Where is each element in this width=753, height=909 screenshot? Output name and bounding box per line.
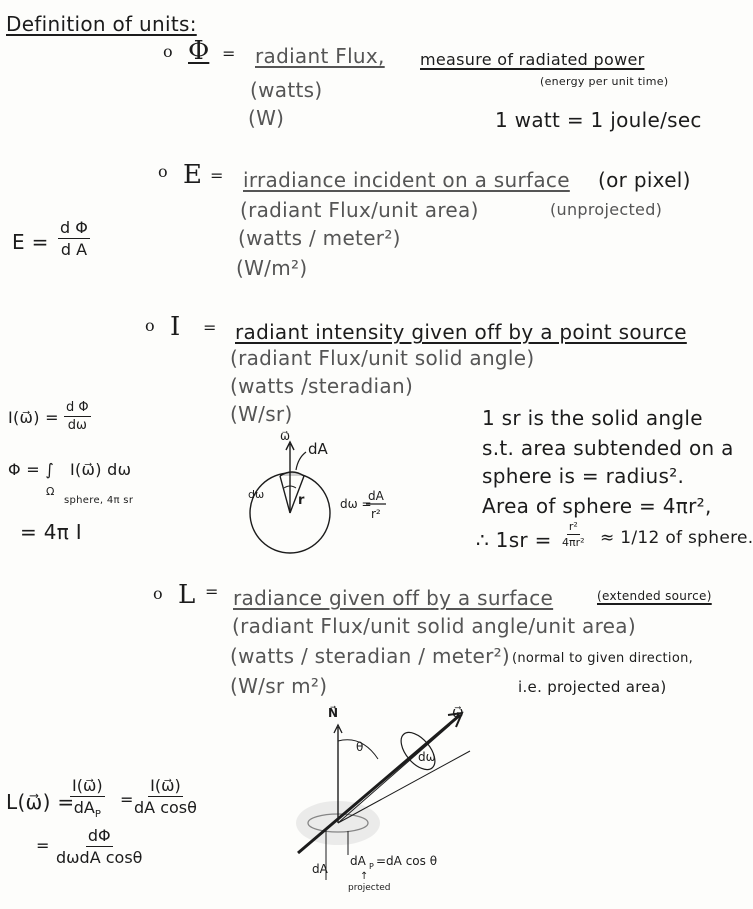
normal-label: N⃗ [328,706,339,720]
intensity-formula2-subscript-detail: sphere, 4π sr [64,495,134,506]
dAp-label: dA [350,854,366,868]
watt-definition: 1 watt = 1 joule/sec [495,108,702,132]
radiance-note-line1: (normal to given direction, [512,651,694,666]
dw-equation-lhs: dω = [340,497,372,511]
intensity-formula1-fraction [64,400,91,433]
radiance-formula1-numerator1: I(ω⃗) [72,776,103,795]
radiance-formula1-denominator1-sub: P [94,809,101,821]
flux-name: radiant Flux, [255,44,385,68]
irradiance-equals: = [210,166,224,185]
projected-arrow: ↑ [360,871,369,882]
flux-unit-symbol: (W) [248,106,285,130]
dA-label: dA [312,862,328,876]
dw-label: dω [248,488,265,501]
intensity-formula2-lhs: Φ = ∫ [8,460,55,479]
radiance-equals: = [205,582,219,601]
irradiance-line2: (watts / meter²) [238,226,401,250]
omega-direction-line [298,715,460,853]
bullet-flux: o [163,42,173,61]
irradiance-paren: (or pixel) [598,168,691,192]
sr-text-line5-denominator: 4πr² [562,536,585,549]
intensity-formula2-body: I(ω⃗) dω [70,460,132,479]
irradiance-line3: (W/m²) [236,256,308,280]
r-label: r [298,493,305,508]
radiance-formula1-fraction1 [70,776,105,820]
intensity-formula2-subscript: Ω [46,485,55,498]
dw-equation-denominator: r² [371,507,381,521]
radiance-formula2-denominator: dωdA cosθ [56,848,143,867]
dA-pointer [296,452,306,470]
irradiance-line1-note: (unprojected) [550,200,663,219]
flux-unit-words: (watts) [250,78,323,102]
radiance-diagram [280,705,510,895]
irradiance-formula-denominator: d A [60,240,88,259]
sr-text-line4: Area of sphere = 4πr², [482,494,712,518]
intensity-formula1-lhs: I(ω⃗) = [8,408,59,427]
radiance-paren: (extended source) [597,589,712,603]
intensity-line1: (radiant Flux/unit solid angle) [230,346,535,370]
radiance-formula1-lhs: L(ω⃗) = [6,790,75,814]
intensity-formula3: = 4π I [20,520,82,544]
irradiance-formula-fraction [58,218,90,259]
cone-edge-upper [338,725,450,823]
dw-label: dω [418,750,436,764]
dA-label: dA [308,440,328,458]
radiance-formula1-denominator1-wrap [74,797,101,820]
sr-text-line1: 1 sr is the solid angle [482,406,703,430]
irradiance-symbol: E [183,160,202,190]
radiance-formula1-fraction2 [134,776,197,817]
radiance-formula1-numerator2: I(ω⃗) [150,776,181,795]
radiance-line1: (radiant Flux/unit solid angle/unit area) [232,614,636,638]
radiance-name: radiance given off by a surface [233,586,554,610]
intensity-symbol: I [170,312,181,342]
flux-equals: = [222,44,236,63]
radiance-formula2-fraction [56,826,142,867]
radiance-formula1-equals: = [120,790,134,809]
projected-label: projected [348,883,391,893]
radiance-line3: (W/sr m²) [230,674,328,698]
irradiance-formula-lhs: E = [12,230,49,254]
bullet-radiance: o [153,584,163,603]
solid-angle-diagram [240,430,440,560]
intensity-line2: (watts /steradian) [230,374,414,398]
radiance-note-line2: i.e. projected area) [518,678,667,696]
omega-label: ω⃗ [452,705,464,721]
dAp-subscript: P [369,862,374,871]
irradiance-line1: (radiant Flux/unit area) [240,198,479,222]
intensity-formula1-numerator: d Φ [66,400,89,415]
bullet-irradiance: o [158,162,168,181]
sr-text-line5-prefix: ∴ 1sr = [476,528,552,552]
page-heading: Definition of units: [6,12,197,36]
sr-text-line2: s.t. area subtended on a [482,436,734,460]
intensity-formula1-denominator: dω [67,418,87,433]
radiance-formula2-equals: = [36,836,50,855]
theta-label: θ [356,740,364,754]
radiance-formula1-denominator1: dA [73,798,95,817]
irradiance-formula-numerator: d Φ [60,218,88,237]
dw-equation-numerator: dA [368,489,384,503]
intensity-line3: (W/sr) [230,402,293,426]
flux-symbol: Φ [188,36,210,66]
radiance-symbol: L [178,580,196,610]
dAp-equation: =dA cos θ [376,854,438,868]
bullet-intensity: o [145,316,155,335]
sr-text-line3: sphere is = radius². [482,464,685,488]
radiance-line2: (watts / steradian / meter²) [230,644,511,668]
flux-description: measure of radiated power [420,50,645,69]
intensity-equals: = [203,318,217,337]
radiance-formula1-denominator2: dA cosθ [134,798,197,817]
sr-text-line5-numerator: r² [568,520,578,533]
dA-patch [280,472,304,476]
sr-text-line5-suffix: ≈ 1/12 of sphere. [600,528,753,548]
omega-label: ω⃗ [280,429,291,443]
irradiance-name: irradiance incident on a surface [243,168,570,192]
flux-note: (energy per unit time) [540,75,669,88]
intensity-name: radiant intensity given off by a point source [235,320,687,344]
sr-text-line5-fraction [562,520,585,549]
radiance-formula2-numerator: dΦ [87,826,111,845]
